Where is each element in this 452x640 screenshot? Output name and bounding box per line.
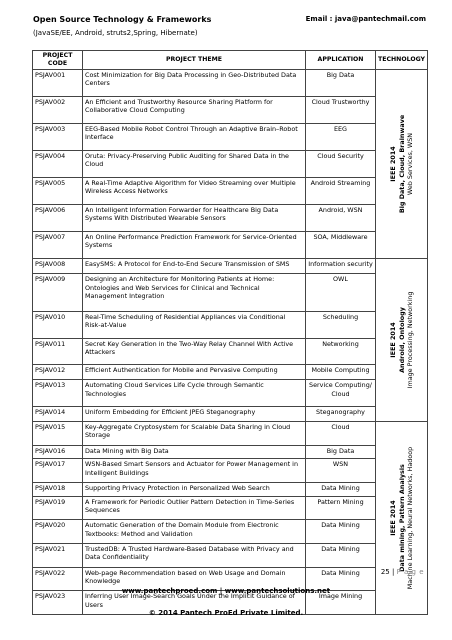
project-theme: Automatic Generation of the Domain Module from Electronic Textbooks: Method and Validation	[83, 520, 306, 544]
tech-group-1-secondary: Web Services, WSN	[405, 133, 414, 196]
project-theme: An Intelligent Information Forwarder for Healthcare Big Data Systems With Distributed Wearable Sensors	[83, 205, 306, 232]
project-application: Data Mining	[306, 520, 376, 544]
project-theme: Data Mining with Big Data	[83, 445, 306, 459]
project-theme: Supporting Privacy Protection in Personalized Web Search	[83, 483, 306, 497]
tech-group-1-primary: Big Data, Cloud, Brainwave	[397, 114, 406, 214]
table-row	[33, 422, 428, 446]
tech-group-3-primary: Data mining, Pattern Analysis	[397, 464, 406, 572]
column-header-technology: TECHNOLOGY	[376, 51, 428, 70]
project-theme: Uniform Embedding for Efficient JPEG Steganography	[83, 406, 306, 421]
project-application: Pattern Mining	[306, 496, 376, 520]
project-code: PSJAV010	[33, 312, 83, 338]
table-row	[33, 259, 428, 274]
table-row	[33, 406, 428, 421]
project-code: PSJAV017	[33, 459, 83, 483]
project-application: Information security	[306, 259, 376, 274]
project-application: Mobile Computing	[306, 365, 376, 380]
page-word: P a g e	[396, 568, 424, 576]
project-code: PSJAV011	[33, 338, 83, 364]
footer-links: www.pantechproed.com | www.pantechsolutions.net	[121, 587, 331, 595]
projects-table	[32, 50, 428, 615]
technology-group-2	[376, 259, 428, 422]
table-body	[33, 70, 428, 615]
table-row	[33, 338, 428, 364]
table-row	[33, 205, 428, 232]
project-theme: Key-Aggregate Cryptosystem for Scalable Data Sharing in Cloud Storage	[83, 422, 306, 446]
project-code: PSJAV001	[33, 70, 83, 97]
project-code: PSJAV016	[33, 445, 83, 459]
project-code: PSJAV013	[33, 380, 83, 406]
table-row	[33, 178, 428, 205]
tech-group-2-primary: Android, Ontology	[397, 307, 406, 374]
tech-group-3-secondary: Machine Learning, Neural Networks, Hadoop	[405, 446, 414, 590]
project-application: OWL	[306, 274, 376, 312]
tech-group-2-year: IEEE 2014	[388, 322, 397, 358]
project-theme: An Online Performance Prediction Framework for Service-Oriented Systems	[83, 232, 306, 259]
table-row	[33, 124, 428, 151]
project-code: PSJAV005	[33, 178, 83, 205]
project-theme: Secret Key Generation in the Two-Way Relay Channel With Active Attackers	[83, 338, 306, 364]
table-row	[33, 544, 428, 568]
project-code: PSJAV022	[33, 567, 83, 591]
project-code: PSJAV006	[33, 205, 83, 232]
project-code: PSJAV007	[33, 232, 83, 259]
project-application: Image Mining	[306, 591, 376, 615]
project-theme: A Real-Time Adaptive Algorithm for Video Streaming over Multiple Wireless Access Networks	[83, 178, 306, 205]
project-application: Android Streaming	[306, 178, 376, 205]
project-application: Data Mining	[306, 544, 376, 568]
project-theme: TrustedDB: A Trusted Hardware-Based Database with Privacy and Data Confidentiality	[83, 544, 306, 568]
project-application: Data Mining	[306, 567, 376, 591]
project-theme: Real-Time Scheduling of Residential Appliances via Conditional Risk-at-Value	[83, 312, 306, 338]
project-code: PSJAV002	[33, 97, 83, 124]
project-theme: Cost Minimization for Big Data Processing in Geo-Distributed Data Centers	[83, 70, 306, 97]
project-code: PSJAV004	[33, 151, 83, 178]
page-number-value: 25	[380, 568, 390, 576]
header-subtitle: (JavaSE/EE, Android, struts2,Spring, Hibernate)	[33, 29, 198, 37]
table-row	[33, 365, 428, 380]
project-code: PSJAV019	[33, 496, 83, 520]
footer-copyright: © 2014 Pantech ProEd Private Limited.	[148, 609, 304, 617]
project-theme: Inferring User Image-Search Goals Under the Implicit Guidance of Users	[83, 591, 306, 615]
project-code: PSJAV021	[33, 544, 83, 568]
project-application: Big Data	[306, 70, 376, 97]
header-email: Email : java@pantechmail.com	[305, 15, 426, 23]
technology-group-3	[376, 422, 428, 615]
technology-group-1	[376, 70, 428, 259]
project-application: Service Computing/ Cloud	[306, 380, 376, 406]
project-application: Data Mining	[306, 483, 376, 497]
project-code: PSJAV003	[33, 124, 83, 151]
project-code: PSJAV018	[33, 483, 83, 497]
project-theme: WSN-Based Smart Sensors and Actuator for Power Management in Intelligent Buildings	[83, 459, 306, 483]
project-code: PSJAV014	[33, 406, 83, 421]
column-header-theme: PROJECT THEME	[83, 51, 306, 70]
table-row	[33, 151, 428, 178]
table-row	[33, 232, 428, 259]
project-theme: EasySMS: A Protocol for End-to-End Secure Transmission of SMS	[83, 259, 306, 274]
table-row	[33, 445, 428, 459]
project-code: PSJAV008	[33, 259, 83, 274]
column-header-code: PROJECT CODE	[33, 51, 83, 70]
table-header-row	[33, 51, 428, 70]
project-code: PSJAV009	[33, 274, 83, 312]
project-theme: Oruta: Privacy-Preserving Public Auditing for Shared Data in the Cloud	[83, 151, 306, 178]
table-row	[33, 70, 428, 97]
column-header-application: APPLICATION	[306, 51, 376, 70]
table-row	[33, 380, 428, 406]
project-code: PSJAV012	[33, 365, 83, 380]
project-theme: Web-page Recommendation based on Web Usage and Domain Knowledge	[83, 567, 306, 591]
table-row	[33, 496, 428, 520]
project-theme: EEG-Based Mobile Robot Control Through an Adaptive Brain–Robot Interface	[83, 124, 306, 151]
project-application: Cloud	[306, 422, 376, 446]
project-theme: Efficient Authentication for Mobile and Pervasive Computing	[83, 365, 306, 380]
tech-group-1-year: IEEE 2014	[388, 146, 397, 182]
project-theme: Automating Cloud Services Life Cycle through Semantic Technologies	[83, 380, 306, 406]
project-theme: An Efficient and Trustworthy Resource Sharing Platform for Collaborative Cloud Computing	[83, 97, 306, 124]
project-theme: Designing an Architecture for Monitoring Patients at Home: Ontologies and Web Services for Clinical and Technical Management Integration	[83, 274, 306, 312]
project-application: Steganography	[306, 406, 376, 421]
page-number	[381, 568, 424, 576]
project-application: WSN	[306, 459, 376, 483]
table-row	[33, 274, 428, 312]
project-code: PSJAV020	[33, 520, 83, 544]
table-row	[33, 459, 428, 483]
header-title: Open Source Technology & Frameworks	[33, 15, 212, 24]
project-application: SOA, Middleware	[306, 232, 376, 259]
table-row	[33, 520, 428, 544]
tech-group-3-year: IEEE 2014	[388, 500, 397, 536]
table-row	[33, 483, 428, 497]
project-application: Scheduling	[306, 312, 376, 338]
tech-group-2-secondary: Image Processing, Networking	[405, 291, 414, 389]
project-application: Big Data	[306, 445, 376, 459]
project-application: EEG	[306, 124, 376, 151]
project-application: Cloud Trustworthy	[306, 97, 376, 124]
page-number-separator: |	[391, 568, 395, 576]
project-application: Networking	[306, 338, 376, 364]
project-code: PSJAV015	[33, 422, 83, 446]
project-code: PSJAV023	[33, 591, 83, 615]
table-row	[33, 312, 428, 338]
project-application: Cloud Security	[306, 151, 376, 178]
table-row	[33, 97, 428, 124]
project-theme: A Framework for Periodic Outlier Pattern Detection in Time-Series Sequences	[83, 496, 306, 520]
project-application: Android, WSN	[306, 205, 376, 232]
